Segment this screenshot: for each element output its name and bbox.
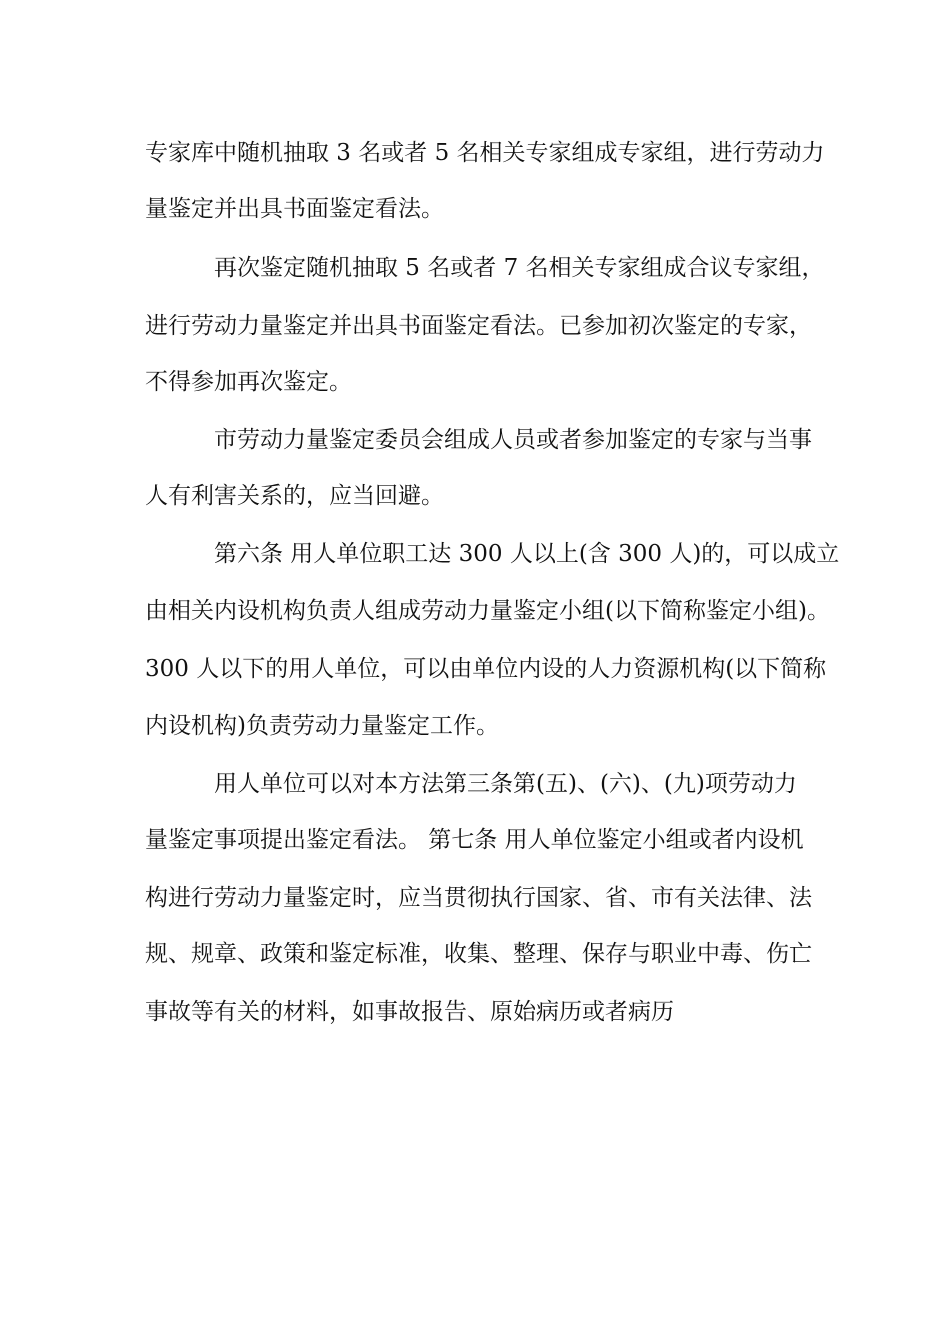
text-line: 再次鉴定随机抽取 5 名或者 7 名相关专家组成合议专家组， xyxy=(214,255,825,281)
text-line: 市劳动力量鉴定委员会组成人员或者参加鉴定的专家与当事 xyxy=(214,427,812,453)
text-line: 用人单位可以对本方法第三条第(五)、(六)、(九)项劳动力 xyxy=(214,771,797,797)
text-line: 300 人以下的用人单位，可以由单位内设的人力资源机构(以下简称 xyxy=(145,656,827,682)
text-line: 第六条 用人单位职工达 300 人以上(含 300 人)的，可以成立 xyxy=(214,541,840,567)
text-line: 构进行劳动力量鉴定时，应当贯彻执行国家、省、市有关法律、法 xyxy=(145,885,812,911)
text-line: 事故等有关的材料，如事故报告、原始病历或者病历 xyxy=(145,999,674,1025)
text-line: 量鉴定事项提出鉴定看法。 第七条 用人单位鉴定小组或者内设机 xyxy=(145,827,804,853)
text-line: 规、规章、政策和鉴定标准，收集、整理、保存与职业中毒、伤亡 xyxy=(145,941,812,967)
text-line: 量鉴定并出具书面鉴定看法。 xyxy=(145,196,444,222)
text-line: 专家库中随机抽取 3 名或者 5 名相关专家组成专家组，进行劳动力 xyxy=(145,140,825,166)
text-line: 内设机构)负责劳动力量鉴定工作。 xyxy=(145,713,499,739)
text-line: 人有利害关系的，应当回避。 xyxy=(145,483,444,509)
text-line: 进行劳动力量鉴定并出具书面鉴定看法。已参加初次鉴定的专家， xyxy=(145,313,812,339)
text-line: 不得参加再次鉴定。 xyxy=(145,369,352,395)
text-line: 由相关内设机构负责人组成劳动力量鉴定小组(以下简称鉴定小组)。 xyxy=(145,598,830,624)
